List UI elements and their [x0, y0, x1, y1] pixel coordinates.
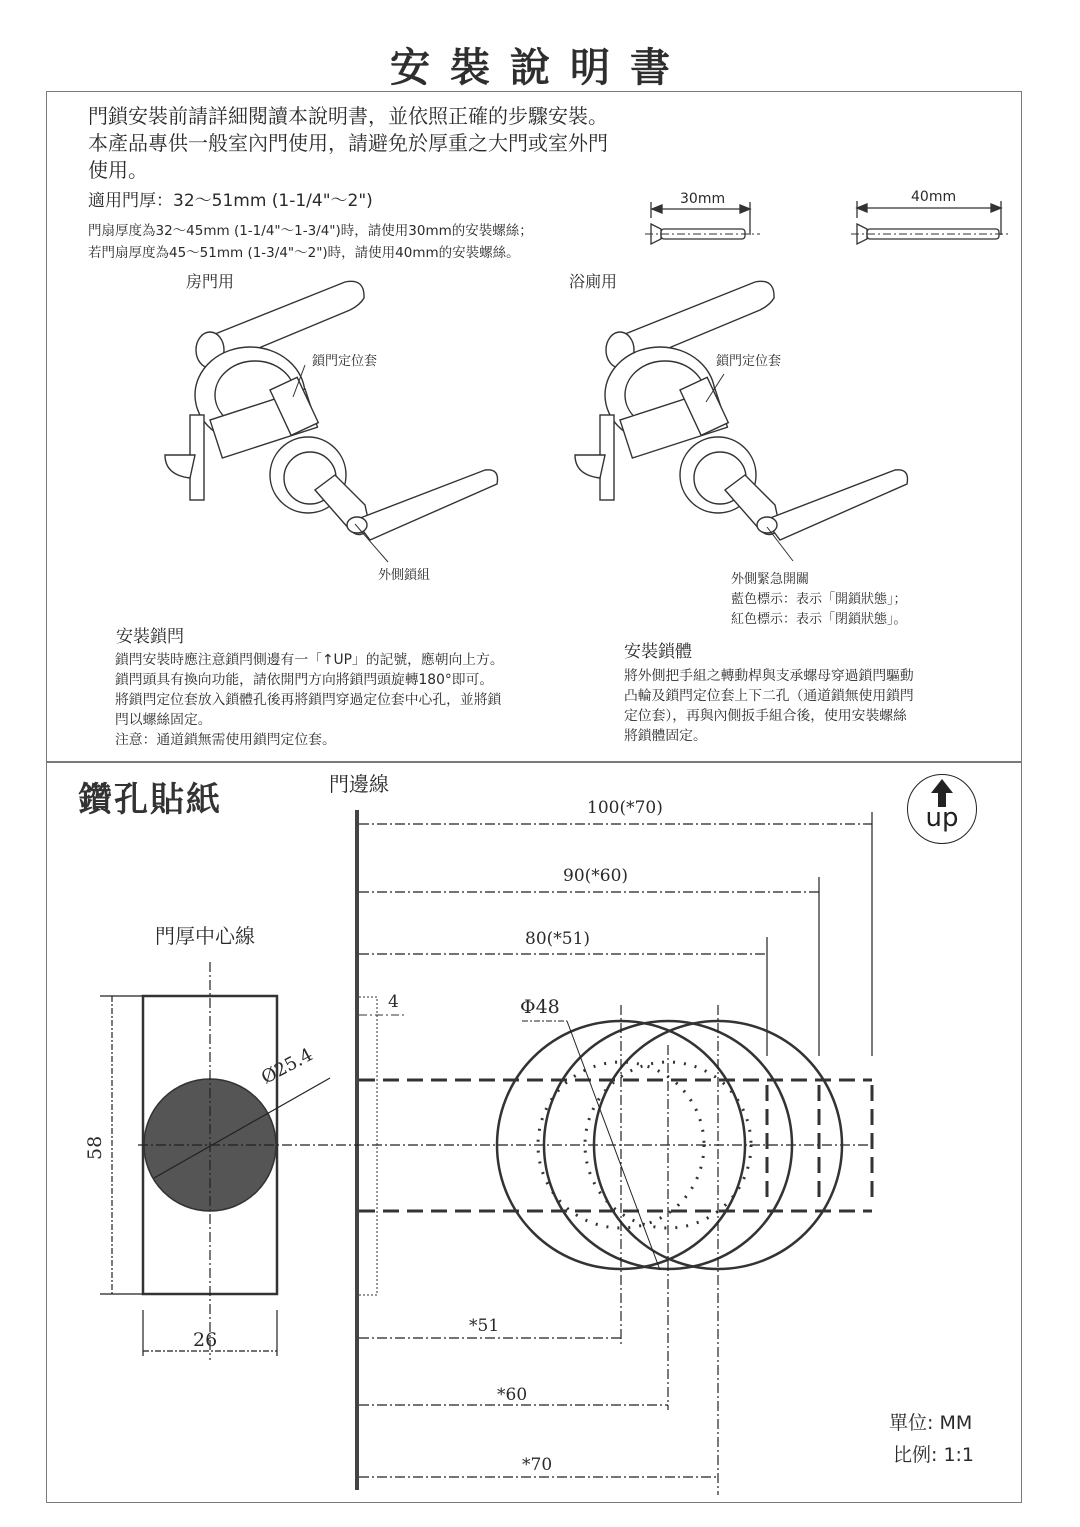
intro-line: 本產品專供一般室內門使用，請避免於厚重之大門或室外門	[88, 131, 608, 155]
room-lock-illustration	[165, 281, 498, 540]
latch-sleeve-callout: 鎖門定位套	[312, 354, 378, 369]
text-line: 將外側把手組之轉動桿與支承螺母穿過鎖閂驅動	[624, 668, 914, 684]
text-line: 鎖閂安裝時應注意鎖閂側邊有一「↑UP」的記號，應朝向上方。	[115, 652, 504, 668]
dim-60: *60	[497, 1385, 528, 1405]
text-line: 凸輪及鎖閂定位套上下二孔（通道鎖無使用鎖閂	[624, 688, 914, 704]
offset-4: 4	[388, 992, 399, 1012]
bathroom-lock-illustration	[575, 281, 908, 540]
text-line: 定位套），再與內側扳手組合後，使用安裝螺絲	[624, 708, 907, 724]
text-line: 注意：通道鎖無需使用鎖閂定位套。	[115, 732, 336, 748]
install-body-heading: 安裝鎖體	[624, 642, 692, 662]
up-label: up	[925, 803, 959, 833]
callout-line: 外側緊急開關	[731, 572, 810, 587]
door-center-label: 門厚中心線	[155, 924, 255, 948]
screw-note: 若門扇厚度為45～51mm (1-3/4"～2")時，請使用40mm的安裝螺絲。	[88, 245, 520, 261]
text-line: 將鎖閂定位套放入鎖體孔後再將鎖閂穿過定位套中心孔，並將鎖	[115, 692, 502, 708]
dim-80: 80(*51)	[525, 929, 591, 949]
height-58: 58	[84, 1135, 106, 1160]
scale-label: 比例: 1:1	[893, 1444, 975, 1466]
unit-label: 單位: MM	[889, 1412, 973, 1434]
page-title: 安裝說明書	[390, 45, 690, 91]
screw-note: 門扇厚度為32～45mm (1-1/4"～1-3/4")時，請使用30mm的安裝螺絲；	[88, 223, 533, 239]
intro-line: 門鎖安裝前請詳細閱讀本說明書，並依照正確的步驟安裝。	[88, 104, 608, 128]
text-line: 鎖閂頭具有換向功能，請依開門方向將鎖閂頭旋轉180°即可。	[115, 672, 494, 688]
width-26: 26	[193, 1329, 218, 1351]
outer-lock-callout: 外側鎖組	[378, 568, 431, 583]
bathroom-title: 浴廁用	[569, 272, 618, 291]
dim-51: *51	[469, 1316, 500, 1336]
body-hole-diameter: Φ48	[520, 996, 560, 1018]
intro-line: 使用。	[88, 158, 148, 182]
room-door-title: 房門用	[186, 272, 235, 291]
edge-hole-diameter: Ø25.4	[258, 1044, 317, 1089]
screw-40-label: 40mm	[911, 189, 957, 205]
door-edge-label: 門邊線	[329, 772, 389, 796]
dim-70: *70	[522, 1455, 553, 1475]
screw-40-icon	[851, 201, 1010, 244]
dim-100: 100(*70)	[587, 798, 663, 818]
latch-sleeve-callout-2: 鎖門定位套	[716, 354, 782, 369]
install-latch-heading: 安裝鎖閂	[116, 627, 184, 647]
screw-30-icon	[645, 202, 760, 244]
dim-90: 90(*60)	[563, 866, 629, 886]
template-heading: 鑽孔貼紙	[78, 780, 222, 820]
door-thickness: 適用門厚：32～51mm (1-1/4"～2")	[88, 191, 373, 211]
callout-line: 紅色標示：表示「閉鎖狀態」。	[731, 612, 907, 627]
text-line: 將鎖體固定。	[624, 728, 707, 744]
callout-line: 藍色標示：表示「開鎖狀態」；	[731, 592, 907, 607]
screw-30-label: 30mm	[680, 191, 726, 207]
text-line: 閂以螺絲固定。	[115, 712, 212, 728]
